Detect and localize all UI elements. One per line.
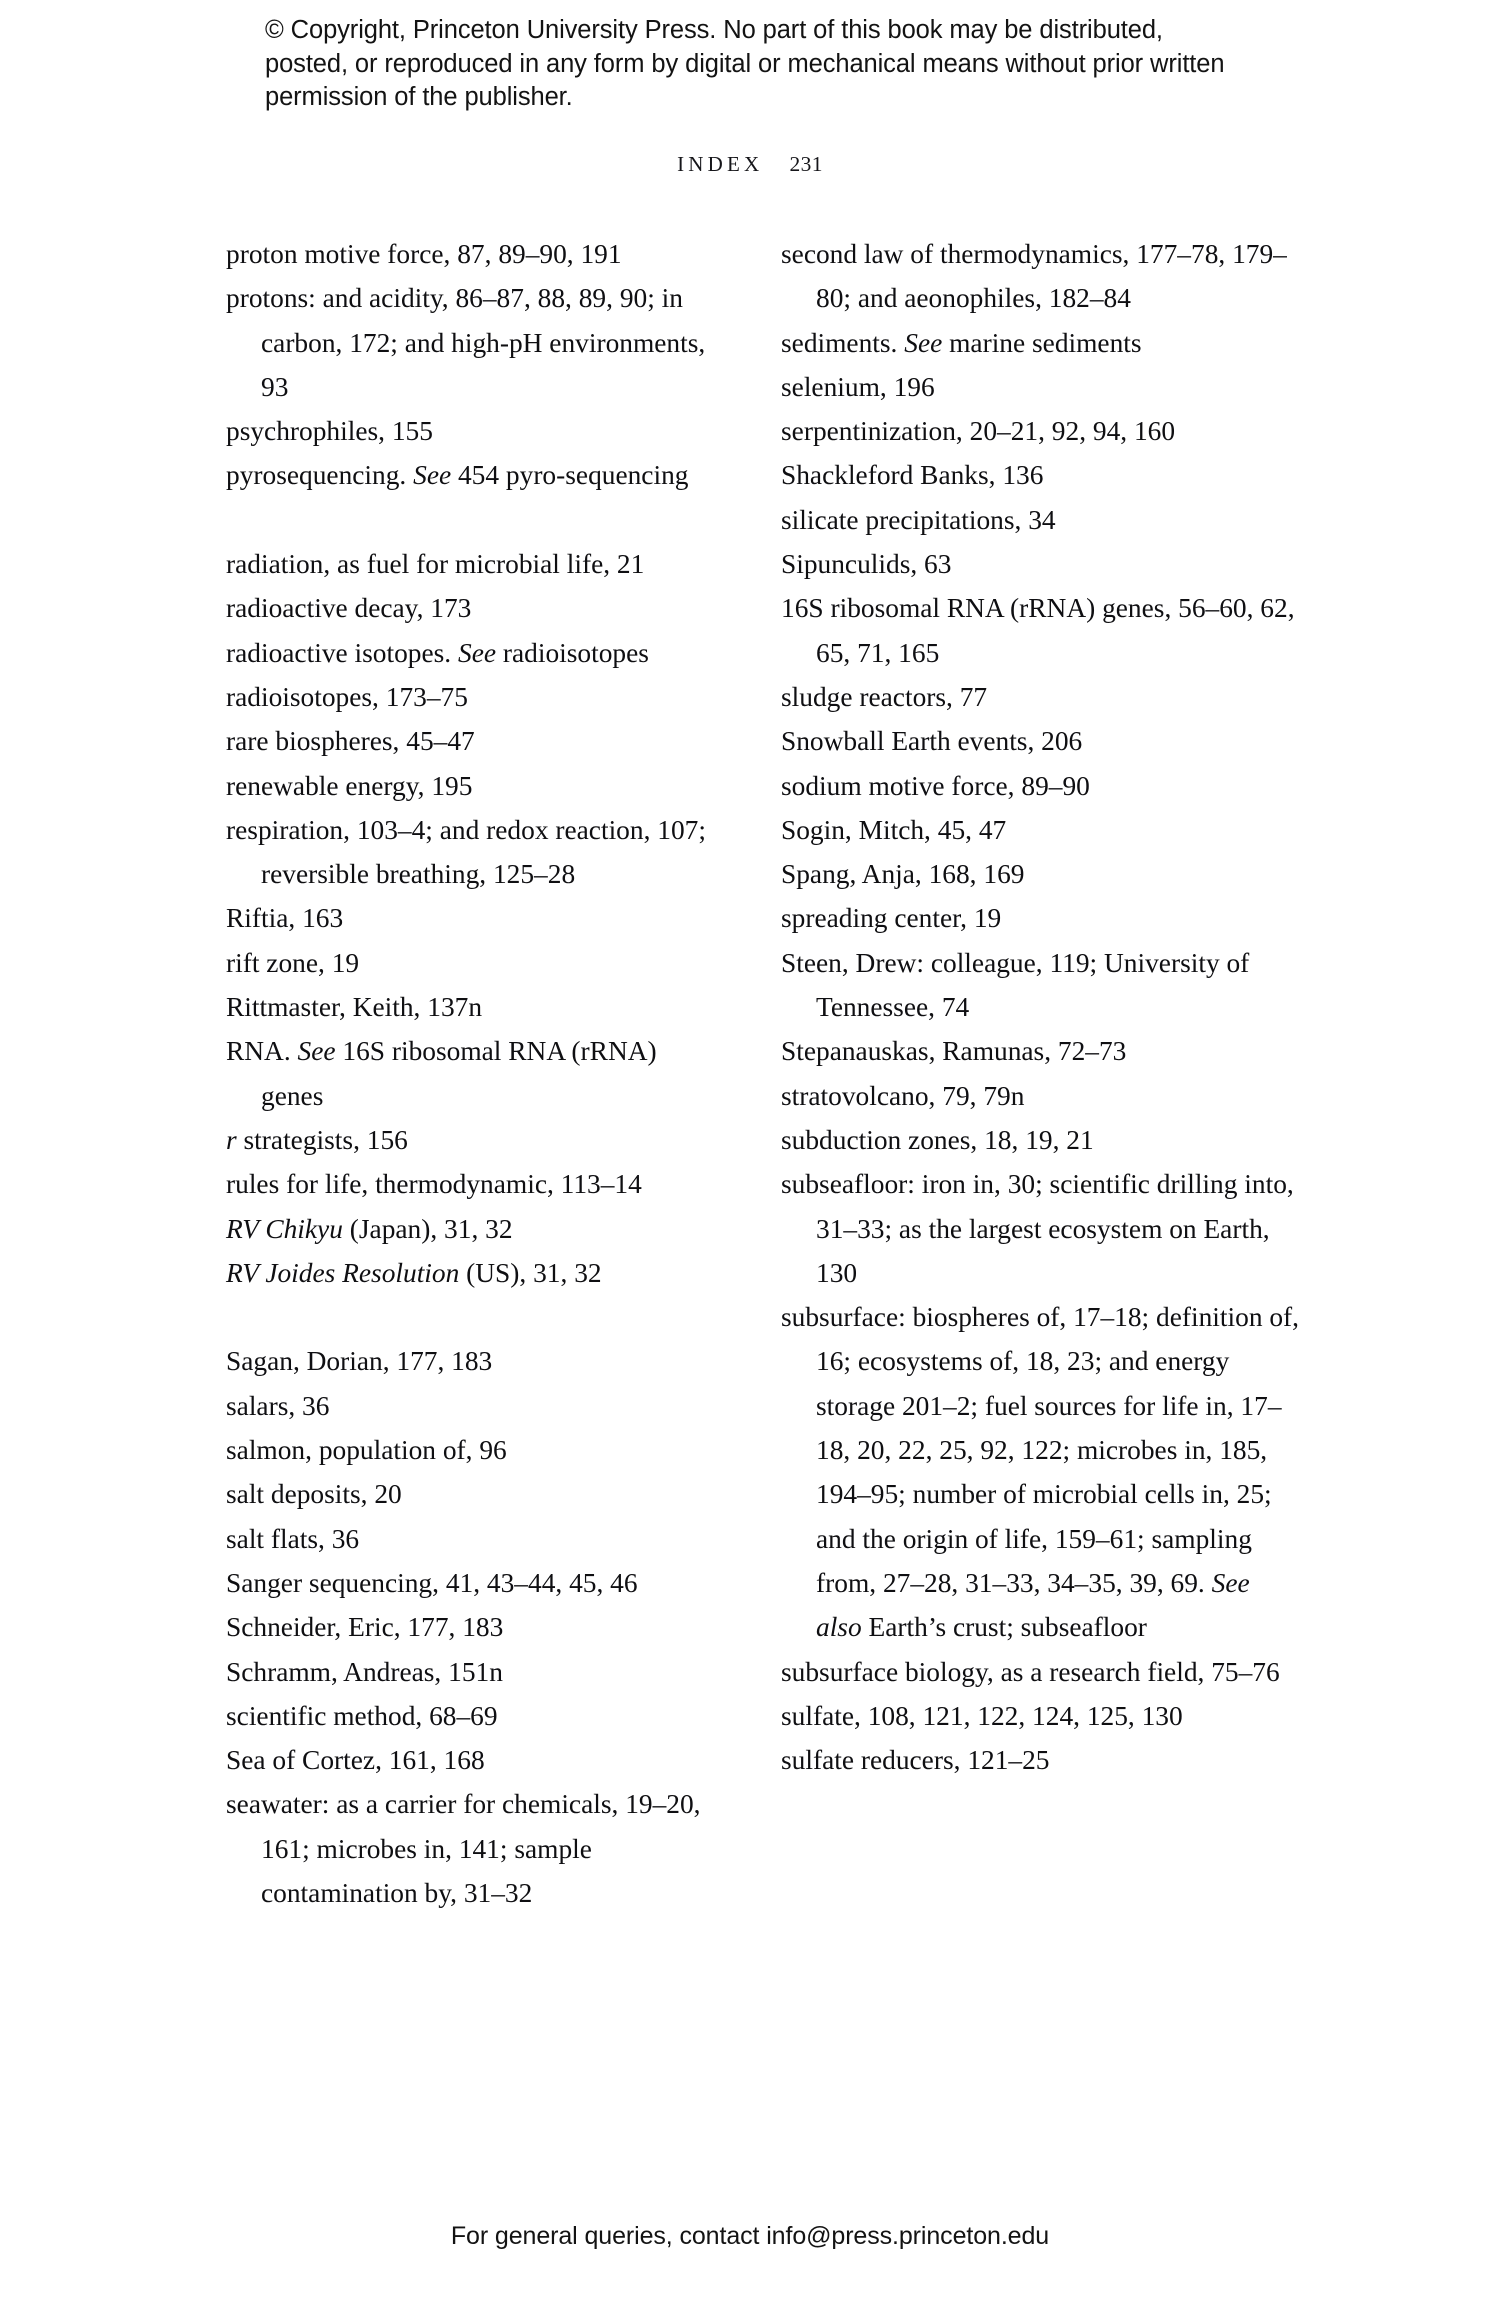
index-entry: Shackleford Banks, 136 [781, 460, 1044, 491]
index-entry: salmon, population of, 96 [226, 1435, 507, 1466]
footer-text: For general queries, contact info@press.princeton.edu [450, 2222, 1050, 2250]
page-folio: 231 [789, 152, 823, 176]
index-entry: subsurface: biospheres of, 17–18; definition of, 16; ecosystems of, 18, 23; and energy storage 201–2; fuel sources for life in, 17–18, 20, 22, 25, 92, 122; microbes in, 185, 194–95; number of microbial cells in, 25; and the origin of life, 159–61; sampling from, 27–28, 31–33, 34–35, 39, 69. See also Earth’s crust; subseafloor [781, 1302, 1300, 1643]
copyright-notice [265, 14, 1245, 115]
running-head-label: INDEX [677, 152, 764, 176]
copyright-text: © Copyright, Princeton University Press. No part of this book may be distributed, posted, or reproduced in any form by digital or mechanical means without prior written permission of the publisher. [265, 16, 1225, 112]
index-entry: stratovolcano, 79, 79n [781, 1080, 1025, 1111]
index-entry: seawater: as a carrier for chemicals, 19–20, 161; microbes in, 141; sample contamination by, 31–32 [226, 1789, 701, 1908]
index-entry: subseafloor: iron in, 30; scientific drilling into, 31–33; as the largest ecosystem on Earth, 130 [781, 1169, 1294, 1288]
index-entry: selenium, 196 [781, 371, 935, 402]
index-entry: subduction zones, 18, 19, 21 [781, 1124, 1094, 1155]
index-entry: RV Chikyu (Japan), 31, 32 [226, 1213, 513, 1244]
index-entry: Sanger sequencing, 41, 43–44, 45, 46 [226, 1567, 638, 1598]
index-entry: scientific method, 68–69 [226, 1700, 498, 1731]
index-entry: protons: and acidity, 86–87, 88, 89, 90; in carbon, 172; and high-pH environments, 93 [226, 283, 706, 402]
index-entry: radioactive decay, 173 [226, 593, 472, 624]
index-entry: sediments. See marine sediments [781, 327, 1142, 358]
index-entry: RV Joides Resolution (US), 31, 32 [226, 1257, 602, 1288]
index-entry: Schneider, Eric, 177, 183 [226, 1612, 504, 1643]
index-entry: pyrosequencing. See 454 pyro-sequencing [226, 460, 689, 491]
footer-notice [0, 2222, 1500, 2251]
index-entry: psychrophiles, 155 [226, 416, 433, 447]
index-entry: Sogin, Mitch, 45, 47 [781, 814, 1007, 845]
index-entry: sulfate reducers, 121–25 [781, 1745, 1050, 1776]
index-columns [0, 232, 1500, 2112]
index-entry: subsurface biology, as a research field, 75–76 [781, 1656, 1280, 1687]
index-entry: second law of thermodynamics, 177–78, 179–80; and aeonophiles, 182–84 [781, 239, 1287, 314]
index-entry: renewable energy, 195 [226, 770, 473, 801]
index-entry: spreading center, 19 [781, 903, 1002, 934]
index-entry: Riftia, 163 [226, 903, 344, 934]
index-entry: rift zone, 19 [226, 947, 360, 978]
index-entry: radiation, as fuel for microbial life, 21 [226, 549, 645, 580]
index-entry: salt flats, 36 [226, 1523, 360, 1554]
running-head [0, 152, 1500, 177]
index-entry: Sagan, Dorian, 177, 183 [226, 1346, 493, 1377]
index-entry: Rittmaster, Keith, 137n [226, 992, 483, 1023]
index-entry: sludge reactors, 77 [781, 681, 988, 712]
index-entry: Sipunculids, 63 [781, 549, 952, 580]
index-entry: Steen, Drew: colleague, 119; University of Tennessee, 74 [781, 947, 1250, 1023]
index-entry: salars, 36 [226, 1390, 330, 1421]
index-entry: radioactive isotopes. See radioisotopes [226, 637, 649, 668]
index-entry: rules for life, thermodynamic, 113–14 [226, 1169, 642, 1200]
index-entry: r strategists, 156 [226, 1124, 408, 1155]
index-entry: rare biospheres, 45–47 [226, 726, 475, 757]
index-entry: sodium motive force, 89–90 [781, 770, 1090, 801]
index-entry: silicate precipitations, 34 [781, 504, 1056, 535]
index-entry: Schramm, Andreas, 151n [226, 1656, 503, 1687]
index-entry: Stepanauskas, Ramunas, 72–73 [781, 1036, 1127, 1067]
index-column-right [781, 232, 1301, 1782]
index-entry: Snowball Earth events, 206 [781, 726, 1083, 757]
index-entry: RNA. See 16S ribosomal RNA (rRNA) genes [226, 1036, 657, 1111]
index-entry: Spang, Anja, 168, 169 [781, 859, 1025, 890]
index-entry: 16S ribosomal RNA (rRNA) genes, 56–60, 62, 65, 71, 165 [781, 593, 1295, 668]
index-entry: sulfate, 108, 121, 122, 124, 125, 130 [781, 1700, 1183, 1731]
index-entry: proton motive force, 87, 89–90, 191 [226, 239, 622, 269]
index-entry: radioisotopes, 173–75 [226, 681, 468, 712]
index-entry: respiration, 103–4; and redox reaction, 107; reversible breathing, 125–28 [226, 814, 706, 890]
index-column-left [226, 232, 716, 1915]
index-entry: Sea of Cortez, 161, 168 [226, 1745, 485, 1776]
index-entry: serpentinization, 20–21, 92, 94, 160 [781, 416, 1176, 447]
index-entry: salt deposits, 20 [226, 1479, 402, 1510]
